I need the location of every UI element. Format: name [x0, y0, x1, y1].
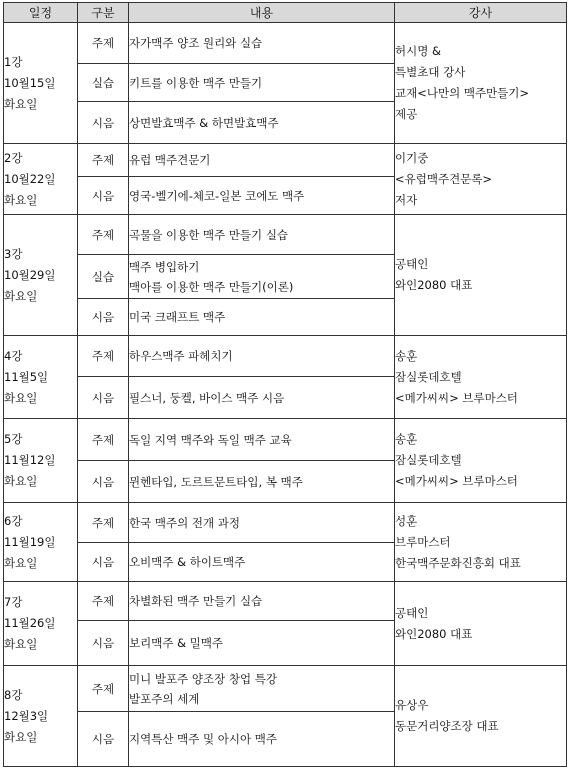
session-date-line: 2강 — [4, 150, 23, 165]
session-lecturer — [395, 336, 567, 419]
session-date-line: 10월15일 — [4, 75, 56, 90]
session-category: 실습 — [78, 64, 129, 102]
session-content-line: 맥주 병입하기 — [129, 259, 200, 274]
session-date — [4, 419, 78, 503]
session-lecturer-line: 공태인 — [395, 257, 429, 271]
session-category: 주제 — [78, 23, 129, 64]
session-date-line: 11월19일 — [4, 534, 56, 549]
session-content — [129, 299, 395, 336]
session-lecturer-line: 이기중 — [395, 150, 429, 165]
session-date — [4, 503, 78, 582]
session-date-line: 11월5일 — [4, 369, 49, 384]
session-date-line: 3강 — [4, 246, 23, 261]
session-date — [4, 144, 78, 215]
session-row — [4, 144, 567, 177]
session-date — [4, 336, 78, 419]
session-content — [129, 503, 395, 543]
session-lecturer-line: 유상우 — [395, 698, 429, 712]
session-content — [129, 255, 395, 299]
session-row — [4, 503, 567, 543]
session-row — [4, 215, 567, 255]
session-content-line: 뮌헨타입, 도르트문트타입, 복 맥주 — [129, 474, 303, 489]
lecture-schedule-table — [3, 2, 567, 767]
session-date-line: 10월29일 — [4, 267, 56, 282]
session-category: 주제 — [78, 336, 129, 377]
session-content-line: 영국-벨기에-체코-일본 코에도 맥주 — [129, 188, 305, 203]
session-content-line: 발포주의 세계 — [129, 691, 200, 706]
session-date-line: 8강 — [4, 687, 23, 702]
session-date — [4, 666, 78, 767]
session-date-line: 화요일 — [4, 474, 38, 488]
session-category: 시음 — [78, 377, 129, 419]
session-category: 시음 — [78, 461, 129, 503]
session-content-line: 미니 발포주 양조장 창업 특강 — [129, 671, 277, 686]
session-content — [129, 712, 395, 767]
session-date-line: 화요일 — [4, 555, 38, 570]
session-lecturer-line: 제공 — [395, 107, 418, 121]
session-content — [129, 461, 395, 503]
session-date-line: 7강 — [4, 595, 23, 609]
session-date-line: 화요일 — [4, 637, 38, 651]
session-category: 주제 — [78, 419, 129, 461]
session-category: 주제 — [78, 666, 129, 712]
session-content-line: 지역특산 맥주 및 아시아 맥주 — [129, 732, 277, 746]
session-date-line: 11월12일 — [4, 453, 56, 467]
session-lecturer-line: 송훈 — [395, 432, 418, 446]
session-date-line: 화요일 — [4, 96, 38, 111]
session-category: 주제 — [78, 503, 129, 543]
session-content — [129, 23, 395, 64]
session-lecturer-line: 와인2080 대표 — [395, 278, 473, 292]
session-lecturer-line: 공태인 — [395, 605, 429, 620]
session-lecturer-line: <메가씨씨> 브루마스터 — [395, 390, 518, 405]
session-lecturer-line: <유럽맥주견문록> — [395, 171, 493, 186]
session-lecturer-line: 와인2080 대표 — [395, 626, 473, 641]
session-lecturer-line: 동문거리양조장 대표 — [395, 719, 499, 733]
session-lecturer — [395, 23, 567, 144]
session-category: 시음 — [78, 712, 129, 767]
session-lecturer-line: 잠실롯데호텔 — [395, 453, 462, 467]
session-content-line: 미국 크래프트 맥주 — [129, 310, 226, 324]
session-date-line: 4강 — [4, 348, 23, 363]
session-category: 실습 — [78, 255, 129, 299]
session-lecturer-line: 교재<나만의 맥주만들기> — [395, 86, 530, 100]
session-category: 시음 — [78, 543, 129, 582]
session-content — [129, 666, 395, 712]
session-date-line: 1강 — [4, 54, 23, 69]
header-lecturer: 강사 — [395, 3, 567, 23]
session-lecturer-line: 성훈 — [395, 513, 418, 528]
header-row — [4, 3, 567, 23]
session-category: 시음 — [78, 102, 129, 144]
session-content — [129, 582, 395, 621]
session-date — [4, 23, 78, 144]
session-lecturer-line: 특별초대 강사 — [395, 65, 466, 79]
session-lecturer-line: 저자 — [395, 192, 418, 207]
session-content — [129, 215, 395, 255]
session-lecturer — [395, 144, 567, 215]
session-date-line: 12월3일 — [4, 708, 49, 723]
session-content — [129, 336, 395, 377]
session-lecturer — [395, 215, 567, 336]
session-content — [129, 543, 395, 582]
session-content — [129, 64, 395, 102]
session-category: 시음 — [78, 177, 129, 215]
session-lecturer-line: 허시명 & — [395, 44, 441, 58]
session-date-line: 화요일 — [4, 192, 38, 207]
session-content-line: 맥아를 이용한 맥주 만들기(이론) — [129, 279, 294, 294]
session-content-line: 오비맥주 & 하이트맥주 — [129, 555, 246, 569]
session-content-line: 곡물을 이용한 맥주 만들기 실습 — [129, 227, 289, 242]
session-date-line: 11월26일 — [4, 616, 56, 630]
session-date-line: 화요일 — [4, 288, 38, 303]
session-content-line: 독일 지역 맥주와 독일 맥주 교육 — [129, 432, 292, 447]
session-content-line: 한국 맥주의 전개 과정 — [129, 515, 240, 530]
session-row — [4, 23, 567, 64]
session-content-line: 키트를 이용한 맥주 만들기 — [129, 75, 263, 90]
header-schedule: 일정 — [4, 3, 78, 23]
session-content — [129, 621, 395, 666]
schedule-body — [4, 23, 567, 767]
session-content-line: 보리맥주 & 밀맥주 — [129, 636, 224, 650]
session-lecturer-line: 브루마스터 — [395, 534, 451, 549]
header-category: 구분 — [78, 3, 129, 23]
session-row — [4, 582, 567, 621]
session-category: 주제 — [78, 582, 129, 621]
session-content — [129, 102, 395, 144]
session-content-line: 차별화된 맥주 만들기 실습 — [129, 594, 263, 608]
session-date-line: 6강 — [4, 513, 23, 528]
session-category: 시음 — [78, 621, 129, 666]
session-content-line: 상면발효맥주 & 하면발효맥주 — [129, 115, 279, 130]
session-date-line: 10월22일 — [4, 171, 56, 186]
session-date-line: 화요일 — [4, 729, 38, 744]
session-content — [129, 377, 395, 419]
session-content — [129, 177, 395, 215]
session-category: 주제 — [78, 144, 129, 177]
session-lecturer — [395, 419, 567, 503]
session-category: 시음 — [78, 299, 129, 336]
session-row — [4, 336, 567, 377]
session-lecturer — [395, 666, 567, 767]
session-date-line: 5강 — [4, 432, 23, 446]
session-date-line: 화요일 — [4, 390, 38, 405]
session-content-line: 하우스맥주 파헤치기 — [129, 349, 233, 363]
session-lecturer-line: 한국맥주문화진흥회 대표 — [395, 555, 521, 570]
session-content — [129, 419, 395, 461]
session-row — [4, 419, 567, 461]
session-content-line: 자가맥주 양조 원리와 실습 — [129, 36, 263, 50]
session-lecturer — [395, 582, 567, 666]
session-lecturer — [395, 503, 567, 582]
session-category: 주제 — [78, 215, 129, 255]
session-content — [129, 144, 395, 177]
session-lecturer-line: <메가씨씨> 브루마스터 — [395, 474, 518, 488]
session-content-line: 유럽 맥주견문기 — [129, 153, 211, 167]
session-date — [4, 215, 78, 336]
session-row — [4, 666, 567, 712]
session-content-line: 필스너, 둥켈, 바이스 맥주 시음 — [129, 390, 285, 405]
session-lecturer-line: 송훈 — [395, 348, 418, 363]
session-date — [4, 582, 78, 666]
session-lecturer-line: 잠실롯데호텔 — [395, 369, 462, 384]
header-content: 내용 — [129, 3, 395, 23]
